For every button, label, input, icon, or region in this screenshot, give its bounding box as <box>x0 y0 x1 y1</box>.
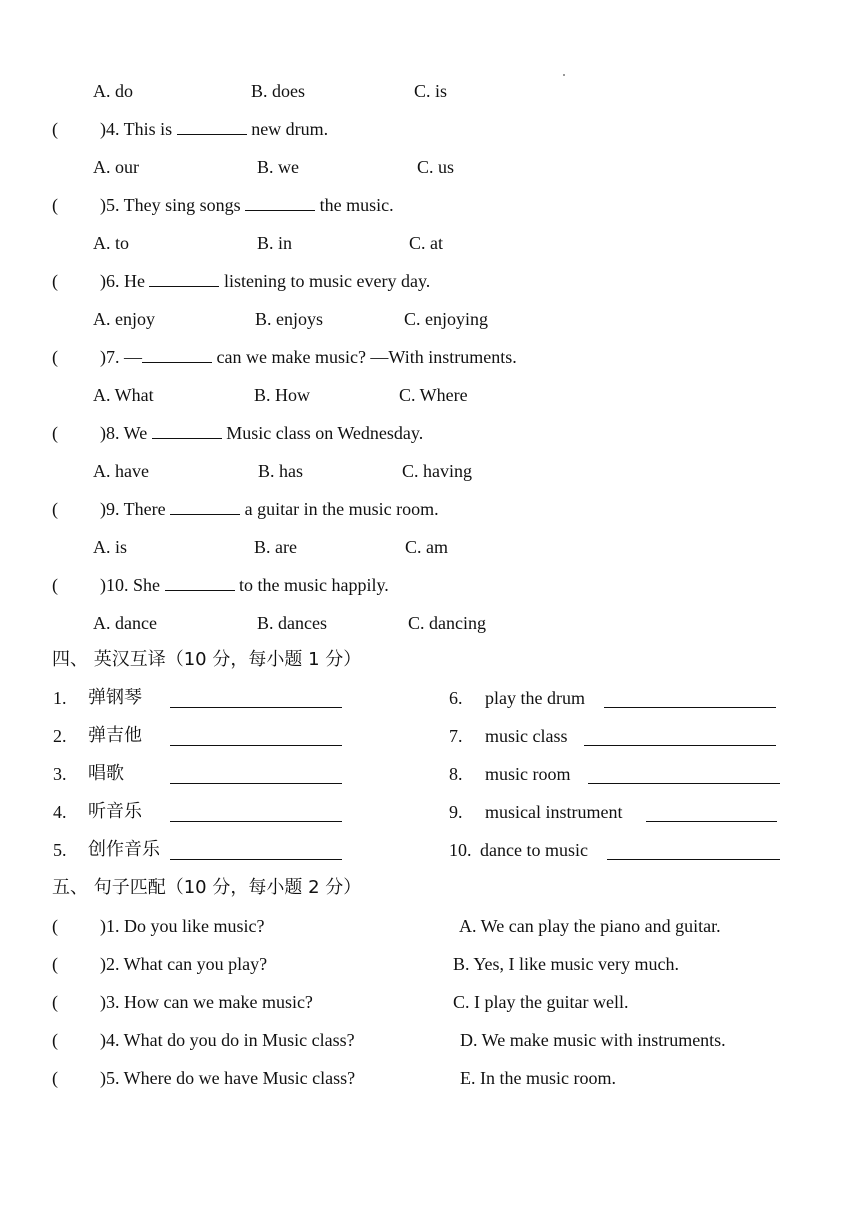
option-c: C. enjoying <box>404 309 488 329</box>
option-c: C. is <box>414 81 448 101</box>
answer-blank[interactable] <box>170 691 342 708</box>
answer-bracket[interactable]: ( <box>52 575 58 595</box>
scan-dot <box>563 74 565 76</box>
option-b: B. in <box>257 233 293 253</box>
answer-blank[interactable] <box>588 767 780 784</box>
option-c: C. Where <box>399 385 468 405</box>
item-number: 3. <box>53 764 67 784</box>
option-b: B. we <box>257 157 299 177</box>
answer-blank[interactable] <box>149 270 219 287</box>
option-a: A. enjoy <box>93 309 155 329</box>
answer-blank[interactable] <box>170 767 342 784</box>
option-b: B. dances <box>257 613 327 633</box>
option-a: A. What <box>93 385 154 405</box>
option-c: C. having <box>402 461 472 481</box>
section-heading-translation: 四、 英汉互译（10 分，每小题 1 分） <box>52 649 362 670</box>
question-text: )4. What do you do in Music class? <box>100 1030 355 1050</box>
option-c: C. dancing <box>408 613 486 633</box>
item-number: 9. <box>449 802 463 822</box>
option-c: C. us <box>417 157 455 177</box>
item-text: music room <box>485 764 571 784</box>
question-text: )8. We Music class on Wednesday. <box>100 423 424 443</box>
answer-option: C. I play the guitar well. <box>453 992 629 1012</box>
item-text: 唱歌 <box>88 763 124 784</box>
item-number: 4. <box>53 802 67 822</box>
answer-blank[interactable] <box>177 118 247 135</box>
answer-bracket[interactable]: ( <box>52 916 58 936</box>
answer-bracket[interactable]: ( <box>52 954 58 974</box>
option-a: A. is <box>93 537 128 557</box>
answer-option: B. Yes, I like music very much. <box>453 954 679 974</box>
answer-blank[interactable] <box>245 194 315 211</box>
option-a: A. our <box>93 157 139 177</box>
question-text: )9. There a guitar in the music room. <box>100 499 439 519</box>
question-text: )10. She to the music happily. <box>100 575 389 595</box>
answer-option: A. We can play the piano and guitar. <box>459 916 721 936</box>
option-a: A. do <box>93 81 133 101</box>
answer-option: E. In the music room. <box>460 1068 616 1088</box>
question-text: )5. They sing songs the music. <box>100 195 394 215</box>
option-b: B. How <box>254 385 311 405</box>
item-number: 8. <box>449 764 463 784</box>
item-text: music class <box>485 726 568 746</box>
question-text: )4. This is new drum. <box>100 119 329 139</box>
answer-blank[interactable] <box>170 498 240 515</box>
option-c: C. at <box>409 233 443 253</box>
answer-blank[interactable] <box>142 346 212 363</box>
item-text: dance to music <box>480 840 588 860</box>
answer-bracket[interactable]: ( <box>52 119 58 139</box>
option-a: A. to <box>93 233 129 253</box>
option-a: A. have <box>93 461 149 481</box>
answer-bracket[interactable]: ( <box>52 1068 58 1088</box>
item-number: 1. <box>53 688 67 708</box>
answer-blank[interactable] <box>170 729 342 746</box>
item-number: 7. <box>449 726 463 746</box>
item-number: 5. <box>53 840 67 860</box>
answer-blank[interactable] <box>604 691 776 708</box>
answer-blank[interactable] <box>584 729 776 746</box>
answer-bracket[interactable]: ( <box>52 423 58 443</box>
item-text: play the drum <box>485 688 585 708</box>
item-number: 10. <box>449 840 472 860</box>
section-heading-matching: 五、 句子匹配（10 分，每小题 2 分） <box>52 877 362 898</box>
option-b: B. enjoys <box>255 309 324 329</box>
answer-blank[interactable] <box>607 843 780 860</box>
answer-bracket[interactable]: ( <box>52 271 58 291</box>
answer-blank[interactable] <box>152 422 222 439</box>
option-b: B. has <box>258 461 303 481</box>
item-number: 6. <box>449 688 463 708</box>
option-a: A. dance <box>93 613 157 633</box>
question-text: )3. How can we make music? <box>100 992 313 1012</box>
option-c: C. am <box>405 537 448 557</box>
item-text: musical instrument <box>485 802 623 822</box>
question-text: )7. — can we make music? —With instruments. <box>100 347 517 367</box>
item-number: 2. <box>53 726 67 746</box>
question-text: )6. He listening to music every day. <box>100 271 431 291</box>
answer-bracket[interactable]: ( <box>52 1030 58 1050</box>
question-text: )1. Do you like music? <box>100 916 265 936</box>
answer-bracket[interactable]: ( <box>52 992 58 1012</box>
item-text: 弹吉他 <box>88 725 142 746</box>
answer-option: D. We make music with instruments. <box>460 1030 726 1050</box>
option-b: B. are <box>254 537 297 557</box>
answer-blank[interactable] <box>646 805 777 822</box>
question-text: )5. Where do we have Music class? <box>100 1068 356 1088</box>
answer-blank[interactable] <box>170 843 342 860</box>
answer-blank[interactable] <box>170 805 342 822</box>
question-text: )2. What can you play? <box>100 954 268 974</box>
answer-bracket[interactable]: ( <box>52 195 58 215</box>
answer-bracket[interactable]: ( <box>52 499 58 519</box>
item-text: 创作音乐 <box>88 839 160 860</box>
answer-blank[interactable] <box>165 574 235 591</box>
item-text: 听音乐 <box>88 801 142 822</box>
item-text: 弹钢琴 <box>88 687 142 708</box>
option-b: B. does <box>251 81 305 101</box>
answer-bracket[interactable]: ( <box>52 347 58 367</box>
